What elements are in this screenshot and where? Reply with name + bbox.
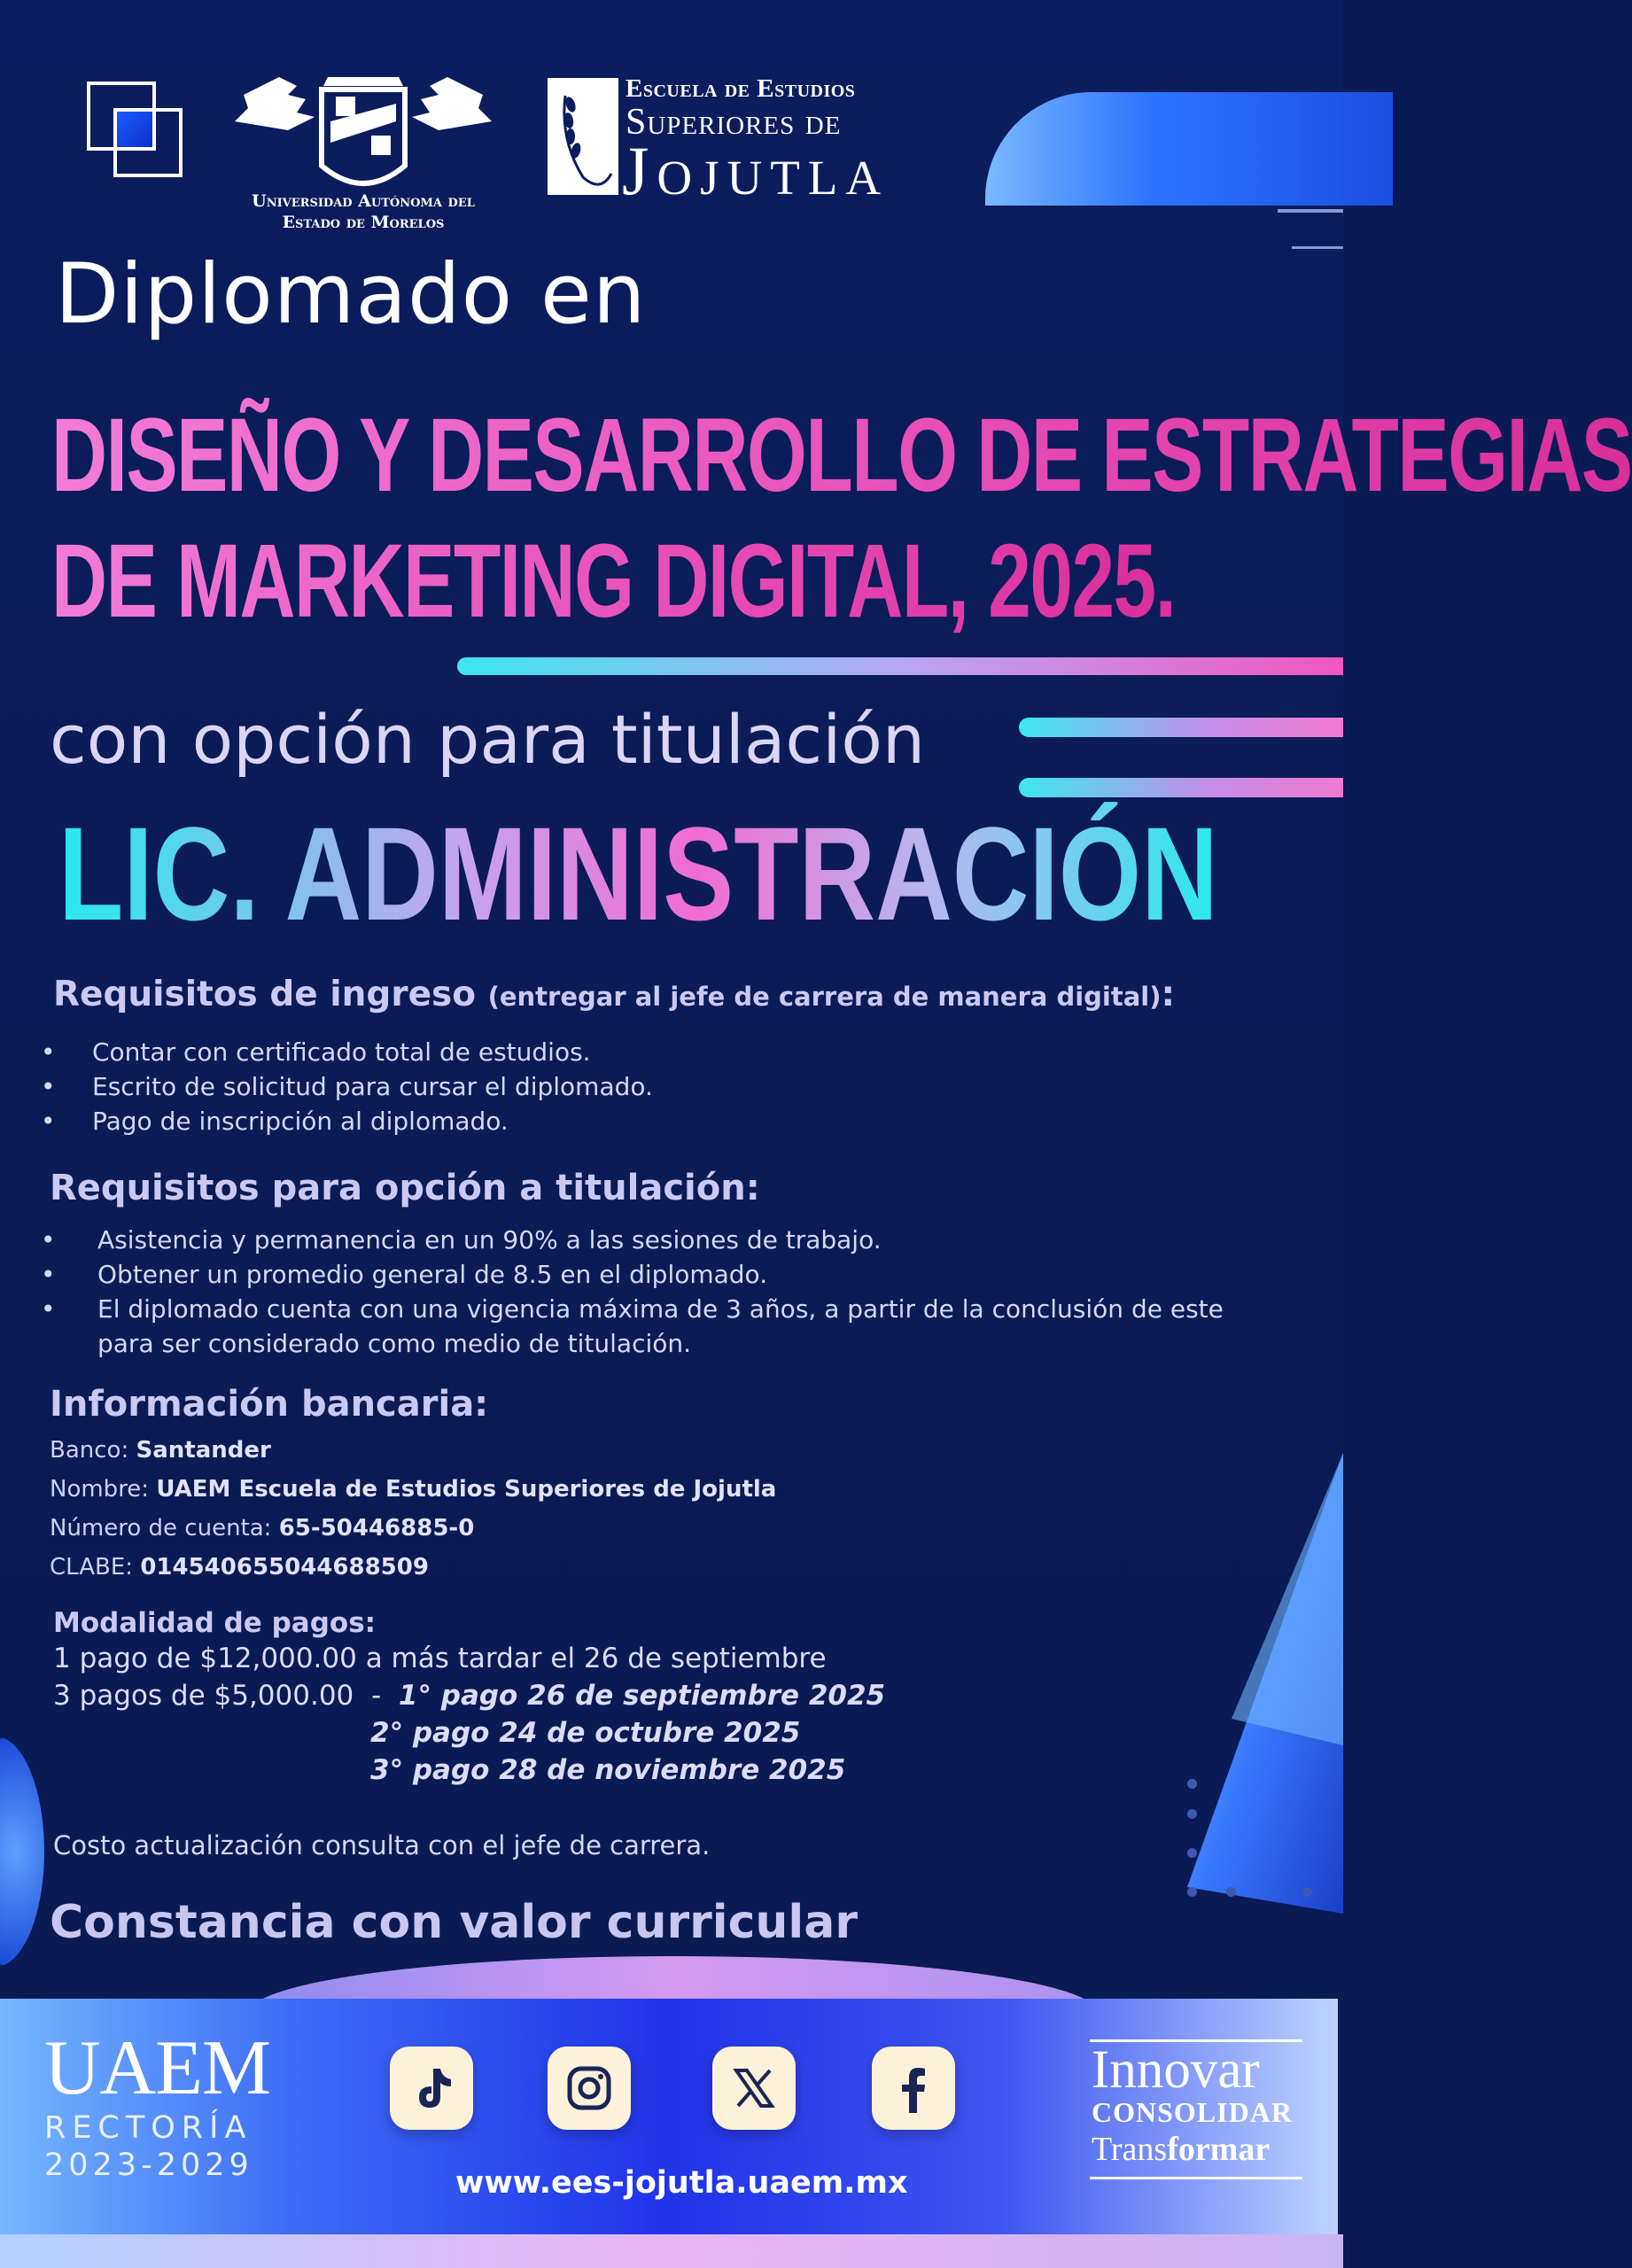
decorative-line [1292,246,1343,249]
constancia-text: Constancia con valor curricular [50,1896,858,1949]
bancaria-heading: Información bancaria: [50,1384,489,1425]
gradient-bar [457,657,1343,675]
motto-innovar: Innovar [1092,2040,1260,2100]
clabe-label: CLABE: [50,1554,141,1581]
footer-bottom-strip [0,2234,1343,2268]
cuenta-value: 65-50446885-0 [278,1515,475,1542]
career-title: LIC. ADMINISTRACIÓN [58,797,1218,951]
nombre-value: UAEM Escuela de Estudios Superiores de Jojutla [156,1476,777,1503]
footer-years: 2023-2029 [44,2148,253,2183]
nombre-label: Nombre: [50,1476,157,1503]
banco-row [50,1437,271,1464]
title-line1: DISEÑO Y DESARROLLO DE ESTRATEGIAS [51,397,1632,514]
clabe-row [50,1554,429,1581]
motto-consolidar: CONSOLIDAR [1092,2096,1293,2128]
ingreso-list [41,1035,1299,1138]
title-line2: DE MARKETING DIGITAL, 2025. [51,523,1176,640]
clabe-value: 014540655044688509 [140,1554,429,1581]
gradient-bar [1019,778,1343,797]
decorative-dot [1302,1887,1312,1897]
decorative-dot [1187,1848,1197,1858]
pago-2: 2° pago 24 de octubre 2025 [370,1717,801,1749]
decorative-dot [1187,1779,1197,1789]
website-link[interactable]: www.ees-jojutla.uaem.mx [455,2165,908,2201]
facebook-icon[interactable] [872,2047,955,2130]
banco-label: Banco: [50,1437,136,1464]
ingreso-colon: : [1161,975,1176,1014]
ingreso-heading [53,975,1175,1014]
pago-tres-prefix: 3 pagos de $5,000.00 - [53,1680,399,1712]
square-logo-fill [117,112,152,147]
decorative-triangle [1178,1453,1343,1914]
pagos-heading: Modalidad de pagos: [53,1607,377,1639]
ees-line2: Superiores de [626,102,842,143]
footer-rectoria: RECTORÍA [44,2110,253,2146]
titulacion-list [41,1223,1299,1361]
wheat-icon [548,78,618,195]
pago-3: 3° pago 28 de noviembre 2025 [370,1754,846,1786]
pago-tres [53,1680,885,1712]
ees-logo-box [548,78,618,195]
motto-transformar [1092,2130,1270,2169]
motto-formar: formar [1167,2131,1271,2168]
list-item: • Pago de inscripción al diplomado. [41,1104,1299,1138]
footer-uaem: UAEM [44,2025,271,2111]
ees-line1: Escuela de Estudios [626,74,856,103]
titulacion-heading: Requisitos para opción a titulación: [50,1168,760,1208]
list-item: • Asistencia y permanencia en un 90% a las sesiones de trabajo. [41,1223,1299,1257]
cuenta-row [50,1515,474,1542]
decorative-rounded-shape [985,92,1393,206]
costo-actualizacion: Costo actualización consulta con el jefe de carrera. [53,1830,711,1860]
option-text: con opción para titulación [50,700,925,779]
tiktok-icon[interactable] [390,2047,473,2130]
list-item: • Obtener un promedio general de 8.5 en el diplomado. [41,1257,1299,1292]
decorative-line [1278,209,1343,213]
decorative-dot [1226,1887,1236,1897]
ingreso-heading-text: Requisitos de ingreso [53,975,488,1014]
uaem-name-line2: Estado de Morelos [282,213,445,232]
pago-unico: 1 pago de $12,000.00 a más tardar el 26 de septiembre [53,1643,827,1674]
list-item: • El diplomado cuenta con una vigencia máxima de 3 años, a partir de la conclusión de este para ser considerado como medio de titulación. [41,1292,1285,1361]
list-item: • Contar con certificado total de estudios. [41,1035,1299,1069]
x-icon[interactable] [712,2047,796,2130]
motto-trans: Trans [1092,2131,1168,2168]
pago-1: 1° pago 26 de septiembre 2025 [398,1680,886,1712]
decorative-dot [1187,1887,1197,1897]
decorative-dot [1187,1809,1197,1819]
nombre-row [50,1476,776,1503]
uaem-name [213,190,514,233]
ees-line3: Jojutla [622,132,890,209]
cuenta-label: Número de cuenta: [50,1515,279,1542]
instagram-icon[interactable] [548,2047,631,2130]
ingreso-note: (entregar al jefe de carrera de manera digital) [487,982,1162,1012]
title-prefix: Diplomado en [55,246,647,343]
uaem-name-line1: Universidad Autónoma del [252,191,475,211]
decorative-blob [0,1736,44,1967]
list-item: • Escrito de solicitud para cursar el diplomado. [41,1069,1299,1104]
banco-value: Santander [136,1437,271,1464]
gradient-bar [1019,718,1343,737]
